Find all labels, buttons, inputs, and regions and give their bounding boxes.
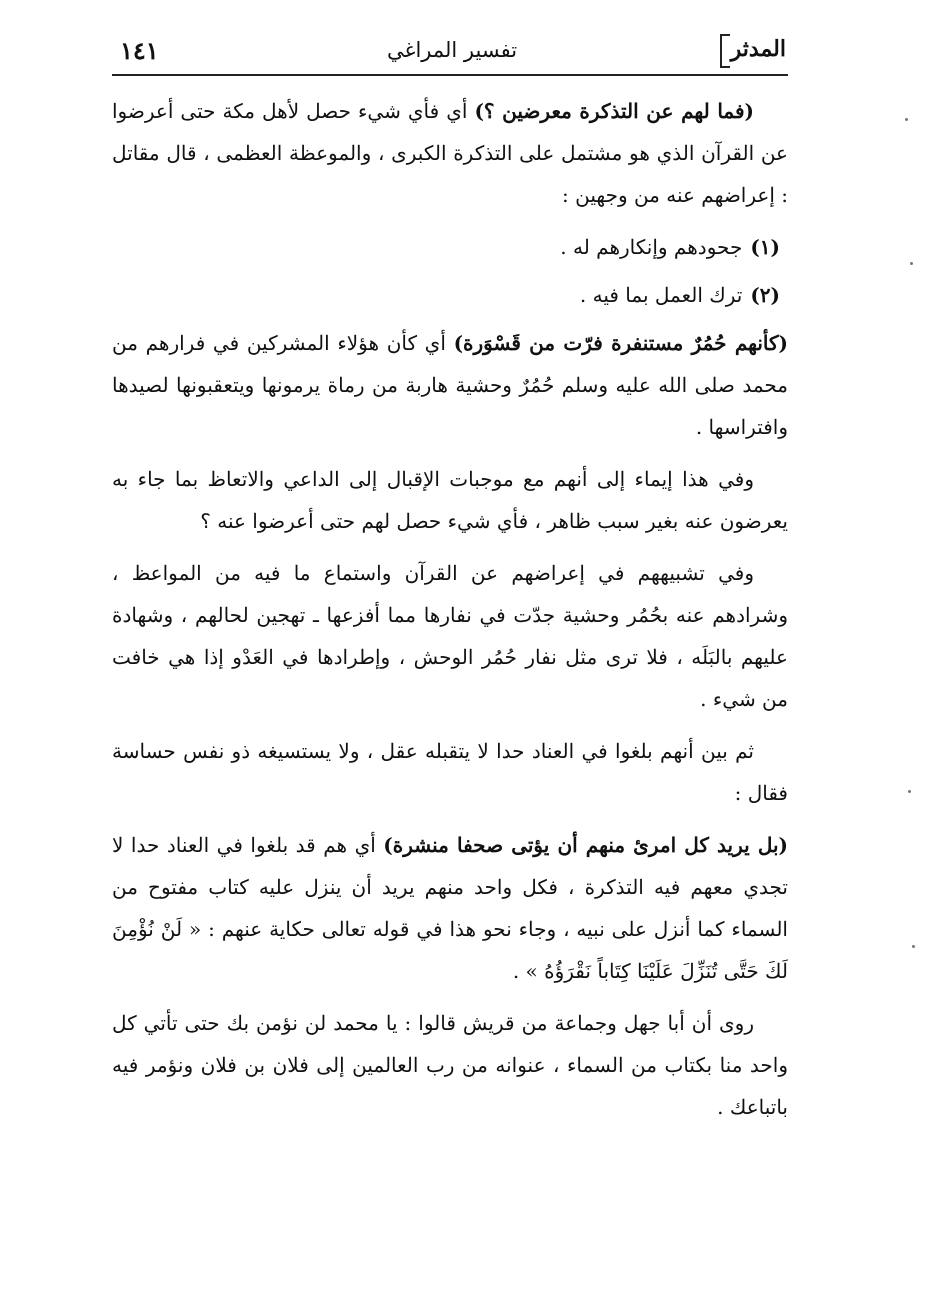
paragraph-verse-1 [112,90,788,216]
verse-quote: (بل يريد كل امرئ منهم أن يؤتى صحفا منشرة) [383,833,788,857]
paragraph-text: ثم بين أنهم بلغوا في العناد حدا لا يتقبله عقل ، ولا يستسيغه ذو نفس حساسة فقال : [112,739,788,805]
paragraph-commentary-4 [112,1002,788,1128]
list-item-1 [112,226,788,268]
list-number: (٢) [750,283,780,307]
surah-name: المدثر [730,36,786,62]
list-text: ترك العمل بما فيه . [579,283,743,307]
list-text: جحودهم وإنكارهم له . [560,235,743,259]
header-rule [112,74,788,76]
list-number: (١) [750,235,780,259]
scan-speck [910,262,913,265]
verse-quote: (كأنهم حُمُرٌ مستنفرة فرّت من قَسْوَرة) [453,331,788,355]
paragraph-text: وفي هذا إيماء إلى أنهم مع موجبات الإقبال إلى الداعي والاتعاظ بما جاء به يعرضون عنه بغير سبب ظاهر ، فأي شيء حصل لهم حتى أعرضوا عنه ؟ [112,467,788,533]
body-text [112,90,788,1138]
paragraph-text: أي كأن هؤلاء المشركين في فرارهم من محمد صلى الله عليه وسلم حُمُرٌ وحشية هاربة من رماة يرمونها ويتعقبونها لصيدها وافتراسها . [112,331,788,439]
list-item-2 [112,274,788,316]
header-bracket [720,34,730,68]
paragraph-text: روى أن أبا جهل وجماعة من قريش قالوا : يا محمد لن نؤمن بك حتى تأتي كل واحد منا بكتاب من السماء ، عنوانه من رب العالمين إلى فلان بن فلان ونؤمر فيه باتباعك . [112,1011,788,1119]
paragraph-commentary-1 [112,458,788,542]
verse-quote: (فما لهم عن التذكرة معرضين ؟) [474,99,754,123]
page-header [112,30,788,76]
paragraph-verse-2 [112,322,788,448]
paragraph-text: أي هم قد بلغوا في العناد حدا لا تجدي معهم فيه التذكرة ، فكل واحد منهم يريد أن ينزل عليه كتاب مفتوح من السماء كما أنزل على نبيه ، وجاء نحو هذا في قوله تعالى حكاية عنهم : « لَنْ نُؤْمِنَ لَكَ حَتَّى تُنَزِّلَ عَلَيْنَا كِتَاباً نَقْرَؤُهُ » . [112,833,788,983]
scan-speck [912,945,915,948]
page-number: ١٤١ [120,36,159,65]
scan-speck [908,790,911,793]
paragraph-commentary-2 [112,552,788,720]
paragraph-text: أي فأي شيء حصل لأهل مكة حتى أعرضوا عن القرآن الذي هو مشتمل على التذكرة الكبرى ، والموعظة العظمى ، قال مقاتل : إعراضهم عنه من وجهين : [112,99,788,207]
paragraph-text: وفي تشبيههم في إعراضهم عن القرآن واستماع ما فيه من المواعظ ، وشرادهم عنه بحُمُر وحشية جدّت في نفارها مما أفزعها ـ تهجين لحالهم ، وشهادة عليهم بالبَلَه ، فلا ترى مثل نفار حُمُر الوحش ، وإطرادها في العَدْو إذا هي خافت من شيء . [112,561,789,711]
paragraph-commentary-3 [112,730,788,814]
book-title: تفسير المراغي [386,38,518,62]
paragraph-verse-3 [112,824,788,992]
scan-speck [905,118,908,121]
